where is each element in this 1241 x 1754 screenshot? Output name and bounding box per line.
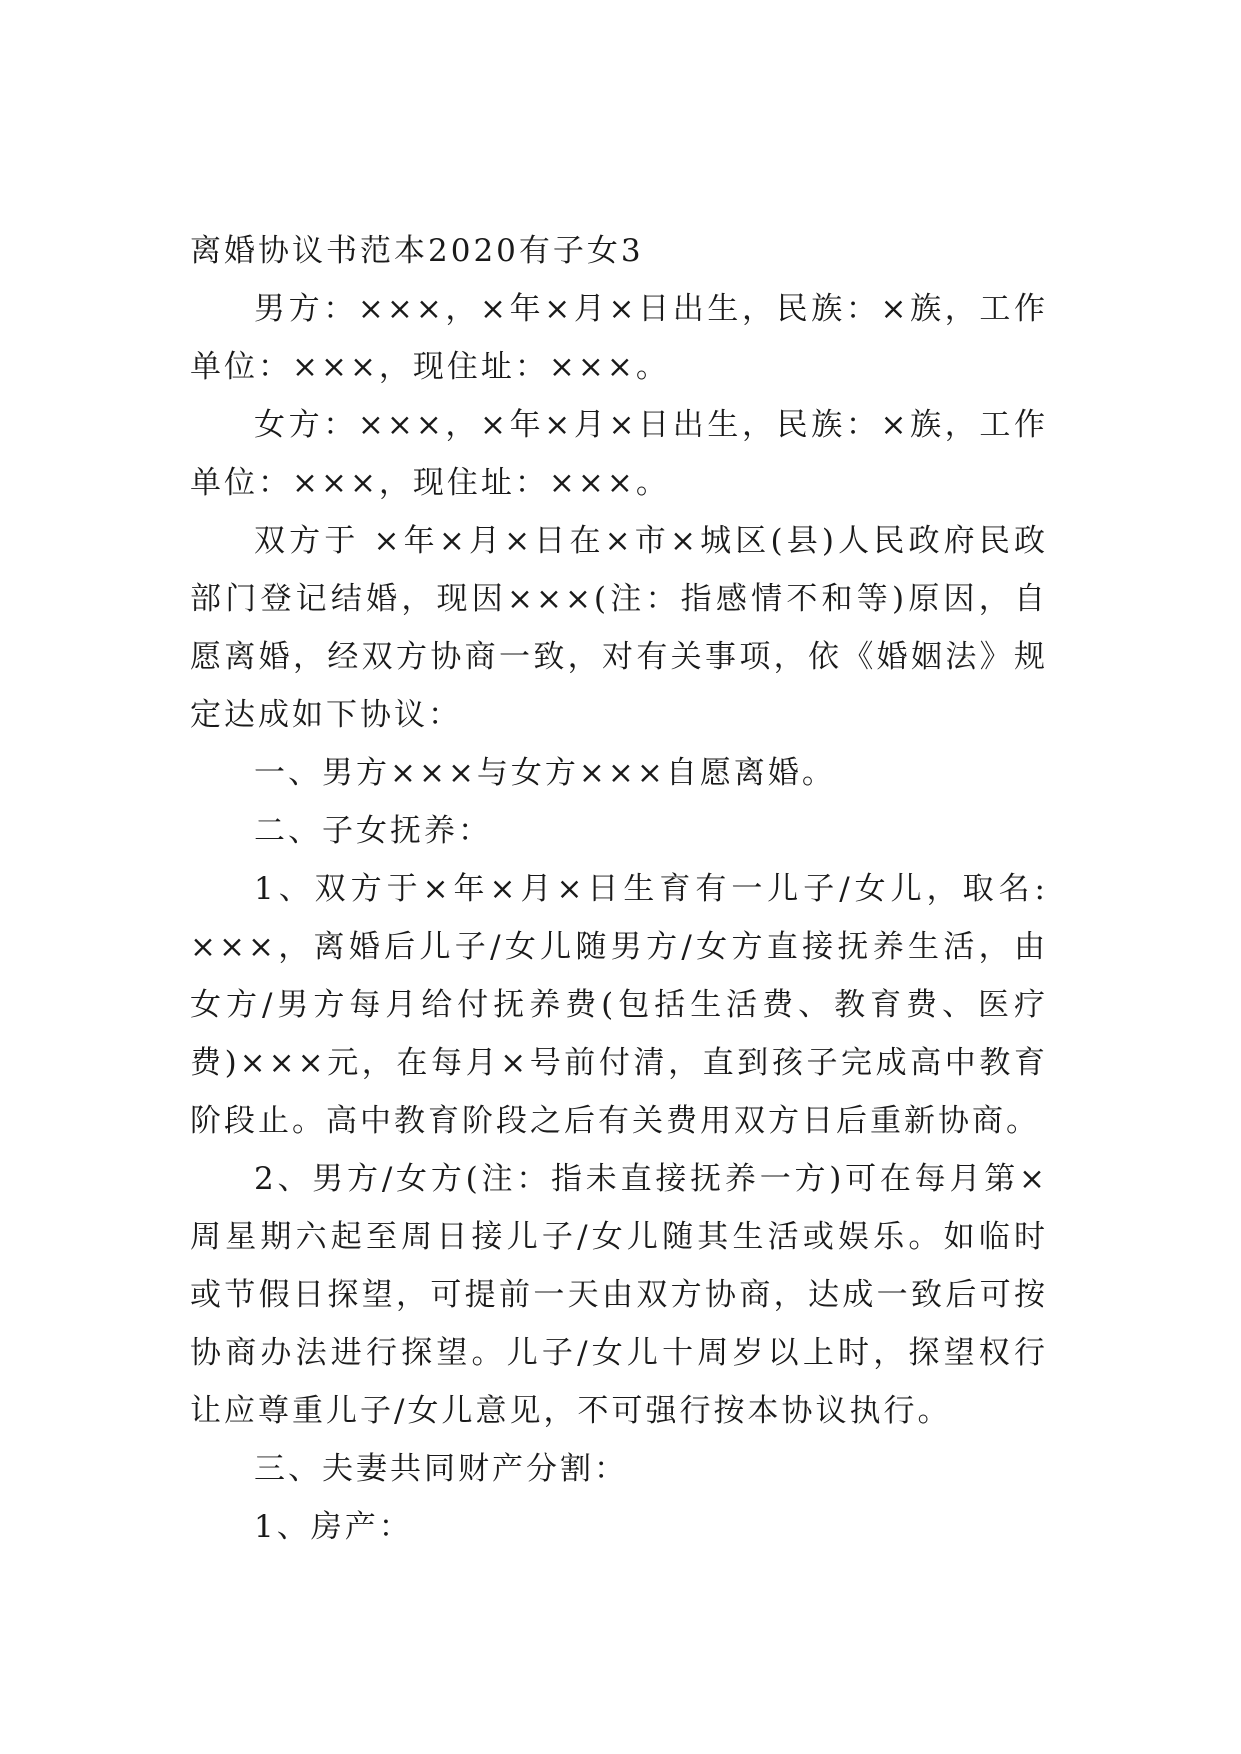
paragraph-clause-1: 一、男方×××与女方×××自愿离婚。 — [254, 755, 836, 791]
document-title: 离婚协议书范本2020有子女3 — [190, 233, 644, 269]
document-body — [190, 222, 1048, 1556]
paragraph-visitation: 2、男方/女方(注：指未直接抚养一方)可在每月第×周星期六起至周日接儿子/女儿随其生活或娱乐。如临时或节假日探望，可提前一天由双方协商，达成一致后可按协商办法进行探望。儿子/女儿十周岁以上时，探望权行让应尊重儿子/女儿意见，不可强行按本协议执行。 — [190, 1161, 1048, 1429]
paragraph-male-party: 男方：×××，×年×月×日出生，民族：×族，工作单位：×××，现住址：×××。 — [190, 291, 1048, 385]
paragraph-child-support: 1、双方于×年×月×日生育有一儿子/女儿，取名: ×××，离婚后儿子/女儿随男方/女方直接抚养生活，由女方/男方每月给付抚养费(包括生活费、教育费、医疗费)×××元，在每月×号前付清，直到孩子完成高中教育阶段止。高中教育阶段之后有关费用双方日后重新协商。 — [190, 871, 1048, 1139]
paragraph-clause-2-heading: 二、子女抚养： — [254, 813, 492, 849]
paragraph-female-party: 女方：×××，×年×月×日出生，民族：×族，工作单位：×××，现住址：×××。 — [190, 407, 1048, 501]
paragraph-clause-3-heading: 三、夫妻共同财产分割： — [254, 1451, 628, 1487]
paragraph-marriage-info: 双方于 ×年×月×日在×市×城区(县)人民政府民政部门登记结婚，现因×××(注：指感情不和等)原因，自愿离婚，经双方协商一致，对有关事项，依《婚姻法》规定达成如下协议： — [190, 523, 1048, 733]
paragraph-real-estate: 1、房产： — [254, 1509, 413, 1545]
